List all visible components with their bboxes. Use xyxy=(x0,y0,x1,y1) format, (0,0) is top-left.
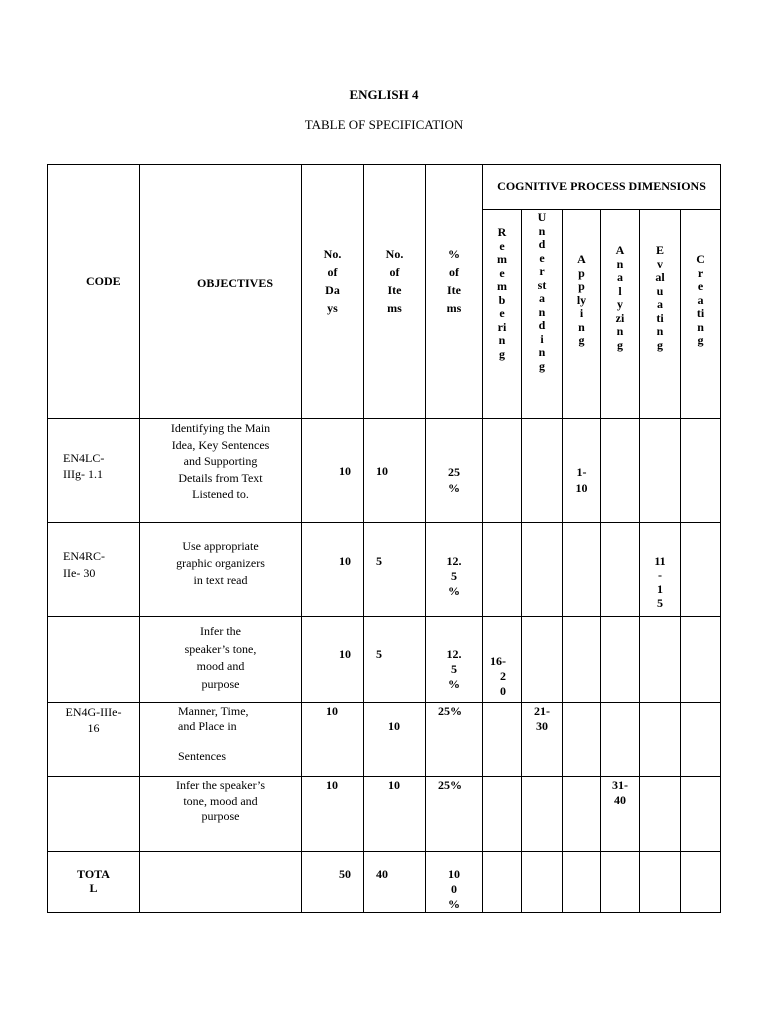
row-code: EN4G-IIIe- 16 xyxy=(48,703,140,777)
table-row xyxy=(48,777,721,852)
total-days: 50 xyxy=(302,852,364,913)
row-days: 10 xyxy=(302,703,364,777)
row-items: 10 xyxy=(364,703,426,777)
cell-applying xyxy=(563,852,601,913)
row-code xyxy=(48,617,140,703)
row-items: 10 xyxy=(364,777,426,852)
row-items: 5 xyxy=(364,523,426,617)
header-cognitive: COGNITIVE PROCESS DIMENSIONS xyxy=(483,165,721,210)
cell-creating xyxy=(681,617,721,703)
cell-applying xyxy=(563,523,601,617)
header-items: No. of Ite ms xyxy=(364,165,426,419)
cell-understanding xyxy=(522,852,563,913)
cell-applying xyxy=(563,703,601,777)
total-label: TOTA L xyxy=(48,852,140,913)
header-days: No. of Da ys xyxy=(302,165,364,419)
row-objective: Manner, Time, and Place in Sentences xyxy=(140,703,302,777)
total-row xyxy=(48,852,721,913)
cell-evaluating xyxy=(640,419,681,523)
row-days: 10 xyxy=(302,419,364,523)
row-objective: Identifying the Main Idea, Key Sentences and Supporting Details from Text Listened to. xyxy=(140,419,302,523)
cell-understanding xyxy=(522,617,563,703)
header-applying: A p p ly i n g xyxy=(563,210,601,419)
total-objective xyxy=(140,852,302,913)
document-title: TABLE OF SPECIFICATION xyxy=(304,117,464,132)
row-code: EN4RC- IIe- 30 xyxy=(48,523,140,617)
header-evaluating: E v al u a ti n g xyxy=(640,210,681,419)
row-code: EN4LC- IIIg- 1.1 xyxy=(48,419,140,523)
header-remembering: R e m e m b e ri n g xyxy=(483,210,522,419)
cell-evaluating xyxy=(640,703,681,777)
cell-understanding xyxy=(522,419,563,523)
cell-creating xyxy=(681,852,721,913)
table-row xyxy=(48,703,721,777)
cell-analyzing xyxy=(601,419,640,523)
cell-remembering xyxy=(483,777,522,852)
cell-evaluating xyxy=(640,617,681,703)
row-items: 10 xyxy=(364,419,426,523)
cell-remembering xyxy=(483,523,522,617)
header-analyzing: A n a l y zi n g xyxy=(601,210,640,419)
row-items: 5 xyxy=(364,617,426,703)
cell-evaluating xyxy=(640,777,681,852)
row-percent: 25 % xyxy=(426,419,483,523)
cell-analyzing xyxy=(601,617,640,703)
row-percent: 25% xyxy=(426,777,483,852)
row-days: 10 xyxy=(302,523,364,617)
header-percent: % of Ite ms xyxy=(426,165,483,419)
cell-remembering xyxy=(483,419,522,523)
row-objective: Infer the speaker’s tone, mood and purpose xyxy=(140,777,302,852)
row-code xyxy=(48,777,140,852)
specification-table xyxy=(47,164,721,913)
row-days: 10 xyxy=(302,617,364,703)
cell-evaluating xyxy=(640,852,681,913)
cell-remembering xyxy=(483,703,522,777)
cell-understanding: 21- 30 xyxy=(522,703,563,777)
cell-analyzing xyxy=(601,703,640,777)
row-objective: Infer the speaker’s tone, mood and purpose xyxy=(140,617,302,703)
cell-creating xyxy=(681,419,721,523)
table-row xyxy=(48,617,721,703)
header-creating: C r e a ti n g xyxy=(681,210,721,419)
table-row xyxy=(48,523,721,617)
cell-evaluating: 11 - 1 5 xyxy=(640,523,681,617)
cell-creating xyxy=(681,703,721,777)
header-objectives: OBJECTIVES xyxy=(140,165,302,419)
total-items: 40 xyxy=(364,852,426,913)
cell-creating xyxy=(681,777,721,852)
cell-analyzing xyxy=(601,523,640,617)
cell-remembering: 16- 2 0 xyxy=(483,617,522,703)
row-percent: 12. 5 % xyxy=(426,617,483,703)
cell-applying xyxy=(563,777,601,852)
row-percent: 25% xyxy=(426,703,483,777)
cell-applying: 1- 10 xyxy=(563,419,601,523)
cell-remembering xyxy=(483,852,522,913)
cell-analyzing xyxy=(601,852,640,913)
row-days: 10 xyxy=(302,777,364,852)
cell-analyzing: 31- 40 xyxy=(601,777,640,852)
row-percent: 12. 5 % xyxy=(426,523,483,617)
header-understanding: U n d e r st a n d i n g xyxy=(522,210,563,419)
total-percent: 10 0 % xyxy=(426,852,483,913)
cell-creating xyxy=(681,523,721,617)
table-row xyxy=(48,419,721,523)
row-objective: Use appropriate graphic organizers in text read xyxy=(140,523,302,617)
header-code: CODE xyxy=(48,165,140,419)
cell-understanding xyxy=(522,523,563,617)
document-subject: ENGLISH 4 xyxy=(349,87,419,102)
cell-understanding xyxy=(522,777,563,852)
cell-applying xyxy=(563,617,601,703)
